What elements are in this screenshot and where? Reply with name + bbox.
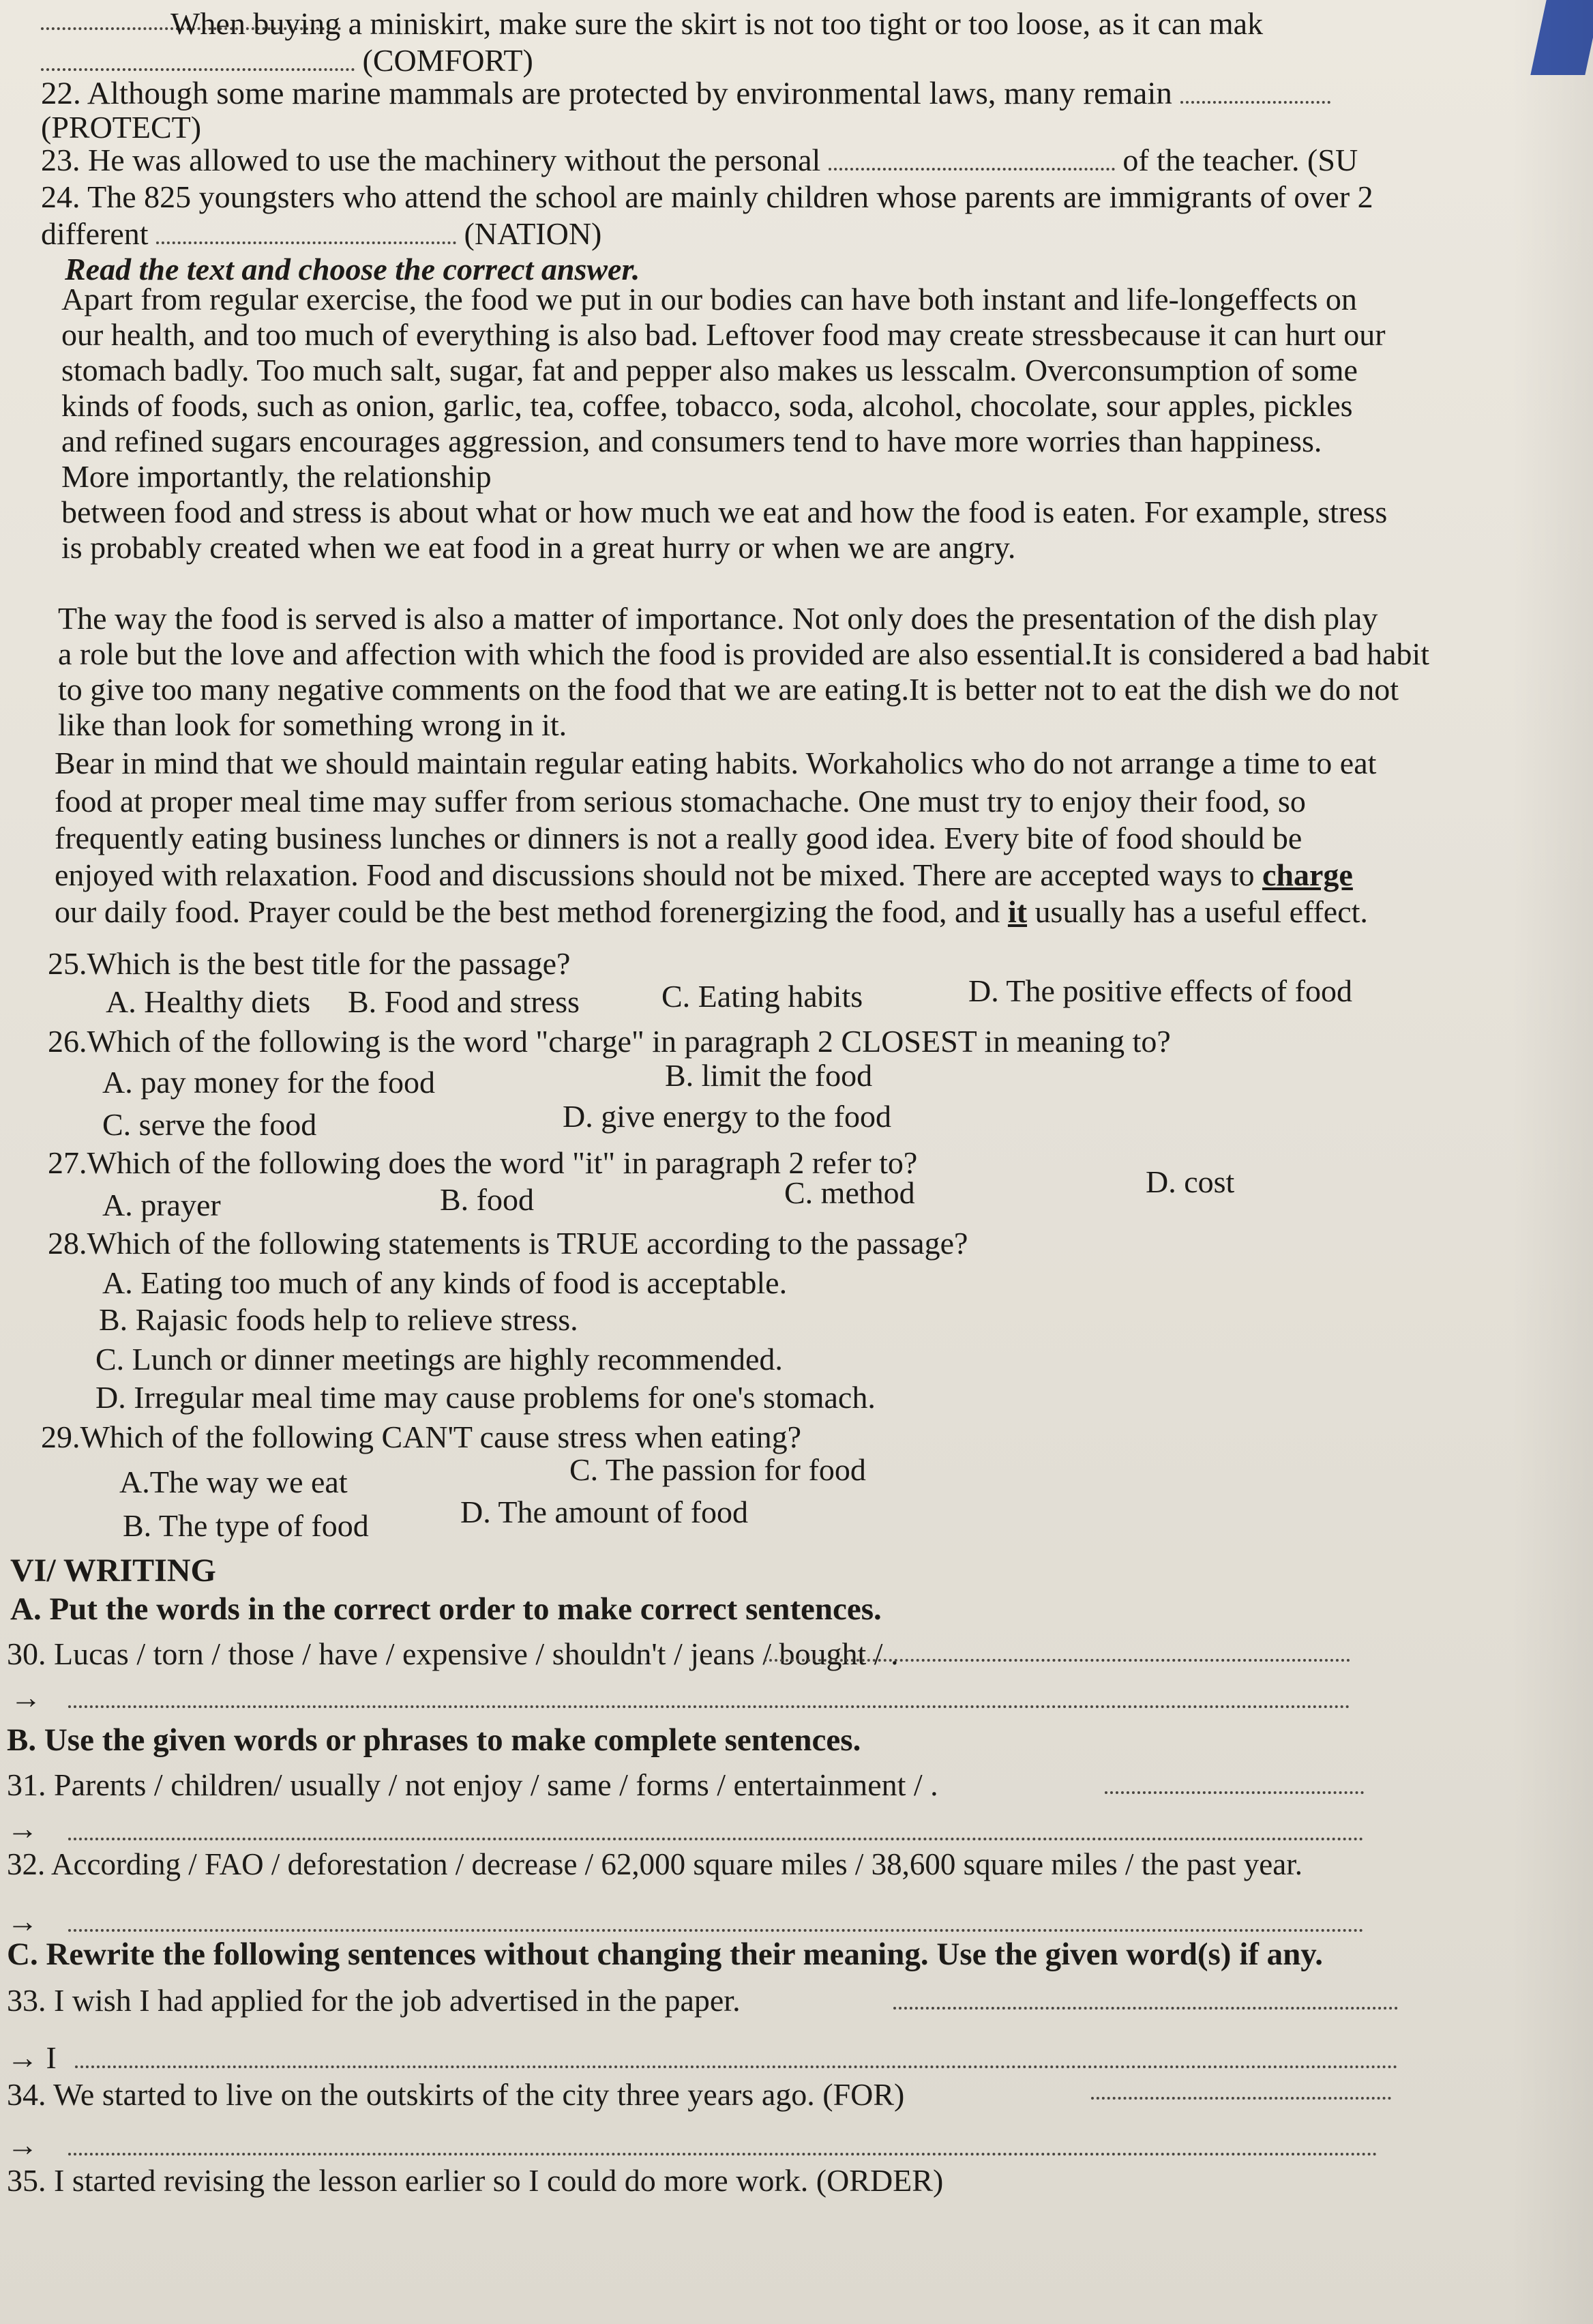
q22-text: 22. Although some marine mammals are protected by environmental laws, many remain xyxy=(41,75,1330,112)
passage-line: is probably created when we eat food in a great hurry or when we are angry. xyxy=(61,530,1016,565)
q29-option-b[interactable]: B. The type of food xyxy=(123,1508,369,1543)
passage-line: and refined sugars encourages aggression, and consumers tend to have more worries than happiness. xyxy=(61,424,1322,458)
q29-option-c[interactable]: C. The passion for food xyxy=(569,1452,866,1487)
q24-text: 24. The 825 youngsters who attend the school are mainly children whose parents are immigrants of over 2 xyxy=(41,179,1373,214)
q31-prompt-dots xyxy=(1105,1791,1364,1794)
page-shadow xyxy=(1511,0,1593,2324)
passage-line: More importantly, the relationship xyxy=(61,459,492,494)
passage-line: Bear in mind that we should maintain regular eating habits. Workaholics who do not arrange a time to eat xyxy=(55,746,1377,780)
q23-text: 23. He was allowed to use the machinery without the personal of the teacher. (SU xyxy=(41,143,1358,177)
passage-line: a role but the love and affection with which the food is provided are also essential.It is considered a bad habit xyxy=(58,636,1430,671)
passage-line: food at proper meal time may suffer from serious stomachache. One must try to enjoy their food, so xyxy=(55,784,1306,819)
q32-prompt: 32. According / FAO / deforestation / decrease / 62,000 square miles / 38,600 square miles / the past year. xyxy=(7,1847,1302,1881)
q28-option-c[interactable]: C. Lunch or dinner meetings are highly recommended. xyxy=(95,1342,783,1377)
passage-line: Apart from regular exercise, the food we put in our bodies can have both instant and life-longeffects on xyxy=(61,282,1357,317)
q33-prompt: 33. I wish I had applied for the job advertised in the paper. xyxy=(7,1983,741,2018)
writing-part-b: B. Use the given words or phrases to make complete sentences. xyxy=(7,1722,861,1758)
q30-prompt: 30. Lucas / torn / those / have / expensive / shouldn't / jeans / bought / . xyxy=(7,1636,899,1671)
keyword-it: it xyxy=(1007,894,1028,929)
q28-option-b[interactable]: B. Rajasic foods help to relieve stress. xyxy=(99,1302,578,1337)
passage-line: frequently eating business lunches or dinners is not a really good idea. Every bite of food should be xyxy=(55,821,1302,855)
q27-stem: 27.Which of the following does the word "it" in paragraph 2 refer to? xyxy=(48,1145,918,1180)
q28-stem: 28.Which of the following statements is TRUE according to the passage? xyxy=(48,1226,968,1261)
q30-arrow: → xyxy=(10,1680,42,1715)
q27-option-c[interactable]: C. method xyxy=(784,1175,915,1210)
passage-line: to give too many negative comments on the food that we are eating.It is better not to eat the dish we do not xyxy=(58,672,1399,707)
q27-option-a[interactable]: A. prayer xyxy=(102,1188,221,1222)
q26-option-b[interactable]: B. limit the food xyxy=(665,1058,873,1093)
q22-word: (PROTECT) xyxy=(41,110,202,145)
passage-line: our health, and too much of everything is also bad. Leftover food may create stressbecause it can hurt our xyxy=(61,317,1386,352)
q30-prompt-dots xyxy=(764,1659,1350,1662)
passage-line: between food and stress is about what or how much we eat and how the food is eaten. For example, stress xyxy=(61,495,1388,529)
q26-option-d[interactable]: D. give energy to the food xyxy=(563,1099,892,1134)
q27-option-d[interactable]: D. cost xyxy=(1146,1164,1235,1199)
q29-stem: 29.Which of the following CAN'T cause stress when eating? xyxy=(41,1420,802,1454)
q27-option-b[interactable]: B. food xyxy=(440,1182,534,1217)
q35-prompt: 35. I started revising the lesson earlier so I could do more work. (ORDER) xyxy=(7,2163,944,2198)
passage-line: our daily food. Prayer could be the best method forenergizing the food, and it usually has a useful effect. xyxy=(55,894,1368,929)
q25-stem: 25.Which is the best title for the passage? xyxy=(48,946,571,981)
q21-text: When buying a miniskirt, make sure the skirt is not too tight or too loose, as it can mak xyxy=(170,6,1264,41)
q21-answer[interactable]: (COMFORT) xyxy=(41,42,533,79)
q28-option-d[interactable]: D. Irregular meal time may cause problems for one's stomach. xyxy=(95,1380,876,1415)
q32-answer-line[interactable] xyxy=(68,1929,1364,1932)
q25-option-a[interactable]: A. Healthy diets xyxy=(106,984,311,1019)
q25-option-b[interactable]: B. Food and stress xyxy=(348,984,580,1019)
reading-instruction: Read the text and choose the correct answer. xyxy=(65,252,640,286)
q31-prompt: 31. Parents / children/ usually / not enjoy / same / forms / entertainment / . xyxy=(7,1767,938,1802)
q29-option-d[interactable]: D. The amount of food xyxy=(460,1495,749,1529)
q32-arrow: → xyxy=(7,1904,38,1939)
keyword-charge: charge xyxy=(1262,857,1353,892)
q34-answer-line[interactable] xyxy=(68,2153,1378,2156)
q34-arrow: → xyxy=(7,2128,38,2162)
q28-option-a[interactable]: A. Eating too much of any kinds of food is acceptable. xyxy=(102,1265,788,1300)
q25-option-d[interactable]: D. The positive effects of food xyxy=(968,973,1352,1008)
q29-option-a[interactable]: A.The way we eat xyxy=(119,1465,348,1499)
passage-line: enjoyed with relaxation. Food and discussions should not be mixed. There are accepted ways to charge xyxy=(55,857,1353,892)
q25-option-c[interactable]: C. Eating habits xyxy=(661,979,863,1014)
q26-option-a[interactable]: A. pay money for the food xyxy=(102,1065,435,1100)
q34-prompt-dots xyxy=(1091,2097,1391,2100)
q30-answer-line[interactable] xyxy=(68,1705,1350,1708)
writing-part-a: A. Put the words in the correct order to make correct sentences. xyxy=(10,1591,882,1627)
passage-line: like than look for something wrong in it. xyxy=(58,707,567,742)
writing-part-c: C. Rewrite the following sentences without changing their meaning. Use the given word(s) if any. xyxy=(7,1937,1323,1972)
q31-arrow: → xyxy=(7,1811,38,1846)
q33-answer-line[interactable] xyxy=(75,2065,1398,2068)
q24-answer[interactable]: different (NATION) xyxy=(41,216,602,251)
q31-answer-line[interactable] xyxy=(68,1838,1364,1840)
passage-line: stomach badly. Too much salt, sugar, fat and pepper also makes us lesscalm. Overconsumption of some xyxy=(61,353,1358,387)
passage-line: kinds of foods, such as onion, garlic, tea, coffee, tobacco, soda, alcohol, chocolate, sour apples, pickles xyxy=(61,388,1353,423)
q26-option-c[interactable]: C. serve the food xyxy=(102,1107,317,1142)
passage-line: The way the food is served is also a matter of importance. Not only does the presentation of the dish play xyxy=(58,601,1378,636)
q34-prompt: 34. We started to live on the outskirts of the city three years ago. (FOR) xyxy=(7,2077,905,2112)
writing-heading: VI/ WRITING xyxy=(10,1553,216,1589)
q33-arrow: → I xyxy=(7,2040,57,2075)
q33-prompt-dots xyxy=(893,2007,1398,2010)
q26-stem: 26.Which of the following is the word "charge" in paragraph 2 CLOSEST in meaning to? xyxy=(48,1024,1171,1059)
